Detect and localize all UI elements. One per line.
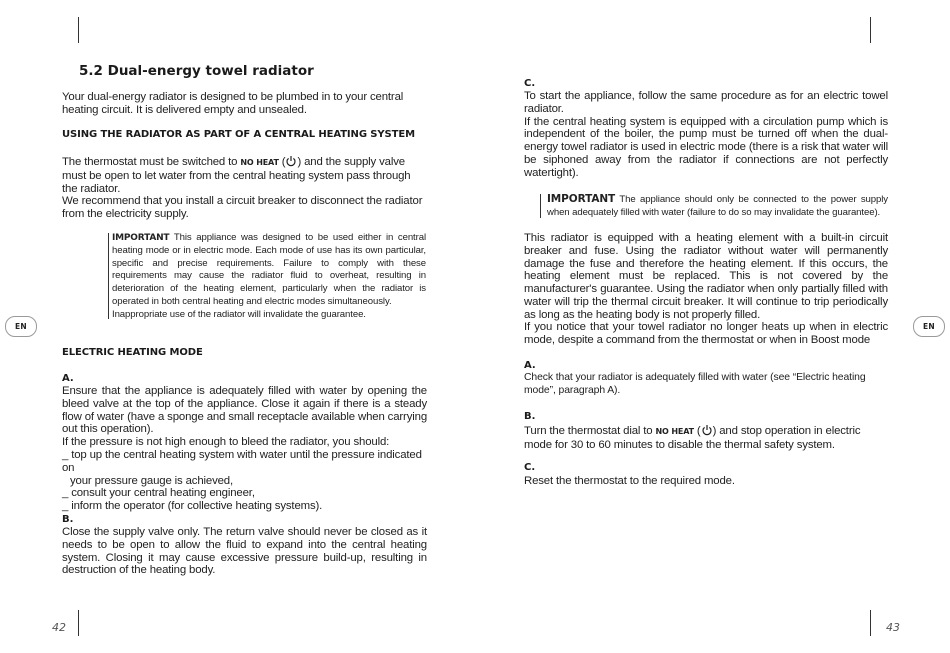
thermostat-text-after: ) and the supply valve must be open to let water from the central heating system pass through the radiator.	[62, 156, 411, 195]
important-label: IMPORTANT	[547, 193, 616, 205]
step-c-label: C.	[524, 78, 536, 89]
step-a-label: A.	[62, 373, 74, 384]
section-title: 5.2 Dual-energy towel radiator	[79, 63, 314, 79]
language-tab-left: EN	[5, 316, 37, 337]
important-extra: Inappropriate use of the radiator will invalidate the guarantee.	[112, 308, 366, 320]
important-text: This appliance was designed to be used either in central heating mode or in electric mode. Each mode of use has its own particular, specific and precise requirements. Failure to comply with these requirements may cause the radiator fluid to overheat, resulting in deterioration of the heating element, particularly when the radiator is operated in both central heating and electric modes simultaneously.	[112, 232, 426, 307]
important-text: The appliance should only be connected to the power supply when adequately filled with water (failure to do so may invalidate the guarantee).	[547, 194, 888, 218]
no-heat-mode-label: NO HEAT	[240, 158, 279, 167]
right-step-a-label: A.	[524, 360, 536, 371]
central-heating-heading: USING THE RADIATOR AS PART OF A CENTRAL HEATING SYSTEM	[62, 129, 415, 140]
circuit-breaker-paragraph: This radiator is equipped with a heating element with a built-in circuit breaker and fuse. Using the radiator without water will permanently damage the fuse and therefore the heating element. If this occurs, the heating element must be replaced. This is not covered by the manufacturer's guarantee. Using the radiator when only partially filled with water will trip the thermal circuit breaker. It will continue to trip periodically as long as the heating body is not properly filled.	[524, 232, 888, 321]
step-c-text2: If the central heating system is equipped with a circulation pump which is independent of the boiler, the pump must be turned off when the dual-energy towel radiator is used in electric mode (there is a risk that water will be siphoned away from the radiator if connections are not perfectly watertight).	[524, 115, 888, 179]
dial-text-after: ) and stop operation in electric mode for 30 to 60 minutes to disable the thermal safety system.	[524, 425, 861, 451]
right-step-b-label: B.	[524, 411, 536, 422]
step-c-block	[524, 90, 888, 180]
list-item: your pressure gauge is achieved,	[70, 474, 233, 487]
list-item: _ top up the central heating system with water until the pressure indicated on	[62, 448, 422, 474]
right-step-b-text: Turn the thermostat dial to NO HEAT ( ) and stop operation in electric mode for 30 to 60 minutes to disable the thermal safety system.	[524, 425, 861, 451]
electric-mode-heading: ELECTRIC HEATING MODE	[62, 347, 203, 358]
right-step-a-text: Check that your radiator is adequately filled with water (see “Electric heating mode”, paragraph A).	[524, 372, 866, 396]
power-icon	[285, 155, 297, 167]
crop-mark-bottom-left	[78, 610, 79, 636]
dial-text-before: Turn the thermostat dial to	[524, 425, 653, 437]
important-note-bar-right	[540, 194, 541, 218]
notice-paragraph: If you notice that your towel radiator no longer heats up when in electric mode, despite a command from the thermostat or when in Boost mode	[524, 321, 888, 346]
step-c-text1: To start the appliance, follow the same procedure as for an electric towel radiator.	[524, 90, 888, 115]
important-note-right	[547, 193, 888, 220]
step-b-text: Close the supply valve only. The return valve should never be closed as it needs to be open to allow the fluid to expand into the central heating system. Closing it may cause excessive pressure build-up, resulting in destruction of the heating body.	[62, 526, 427, 577]
right-step-c-label: C.	[524, 462, 536, 473]
power-icon	[701, 424, 713, 436]
list-item: _ consult your central heating engineer,	[62, 487, 255, 500]
right-step-c-text: Reset the thermostat to the required mode.	[524, 475, 735, 487]
page-number-right: 43	[886, 621, 900, 634]
list-item: _ inform the operator (for collective heating systems).	[62, 500, 323, 513]
thermostat-text-before: The thermostat must be switched to	[62, 156, 238, 168]
step-a-pressure: If the pressure is not high enough to bleed the radiator, you should:	[62, 436, 390, 449]
page-number-left: 42	[52, 621, 66, 634]
crop-mark-top-left	[78, 17, 79, 43]
important-note-left	[112, 232, 426, 322]
crop-mark-bottom-right	[870, 610, 871, 636]
no-heat-mode-label: NO HEAT	[655, 427, 694, 436]
step-a-text: Ensure that the appliance is adequately filled with water by opening the bleed valve at the top of the appliance. Close it again if there is a steady flow of water (have a sponge and small receptacle available when carrying out this operation).	[62, 385, 427, 436]
crop-mark-top-right	[870, 17, 871, 43]
important-label: IMPORTANT	[112, 233, 170, 243]
thermostat-paragraph: The thermostat must be switched to NO HEAT ( ) and the supply valve must be open to let water from the central heating system pass through the radiator. We recommend that you install a circuit breaker to disconnect the radiator from the electricity supply.	[62, 155, 427, 221]
circuit-breaker-text: We recommend that you install a circuit breaker to disconnect the radiator from the electricity supply.	[62, 195, 423, 221]
intro-paragraph: Your dual-energy radiator is designed to be plumbed in to your central heating circuit. It is delivered empty and unsealed.	[62, 91, 404, 116]
step-a-block	[62, 385, 427, 513]
step-b-label: B.	[62, 514, 74, 525]
important-note-bar-left	[108, 233, 109, 319]
language-tab-right: EN	[913, 316, 945, 337]
